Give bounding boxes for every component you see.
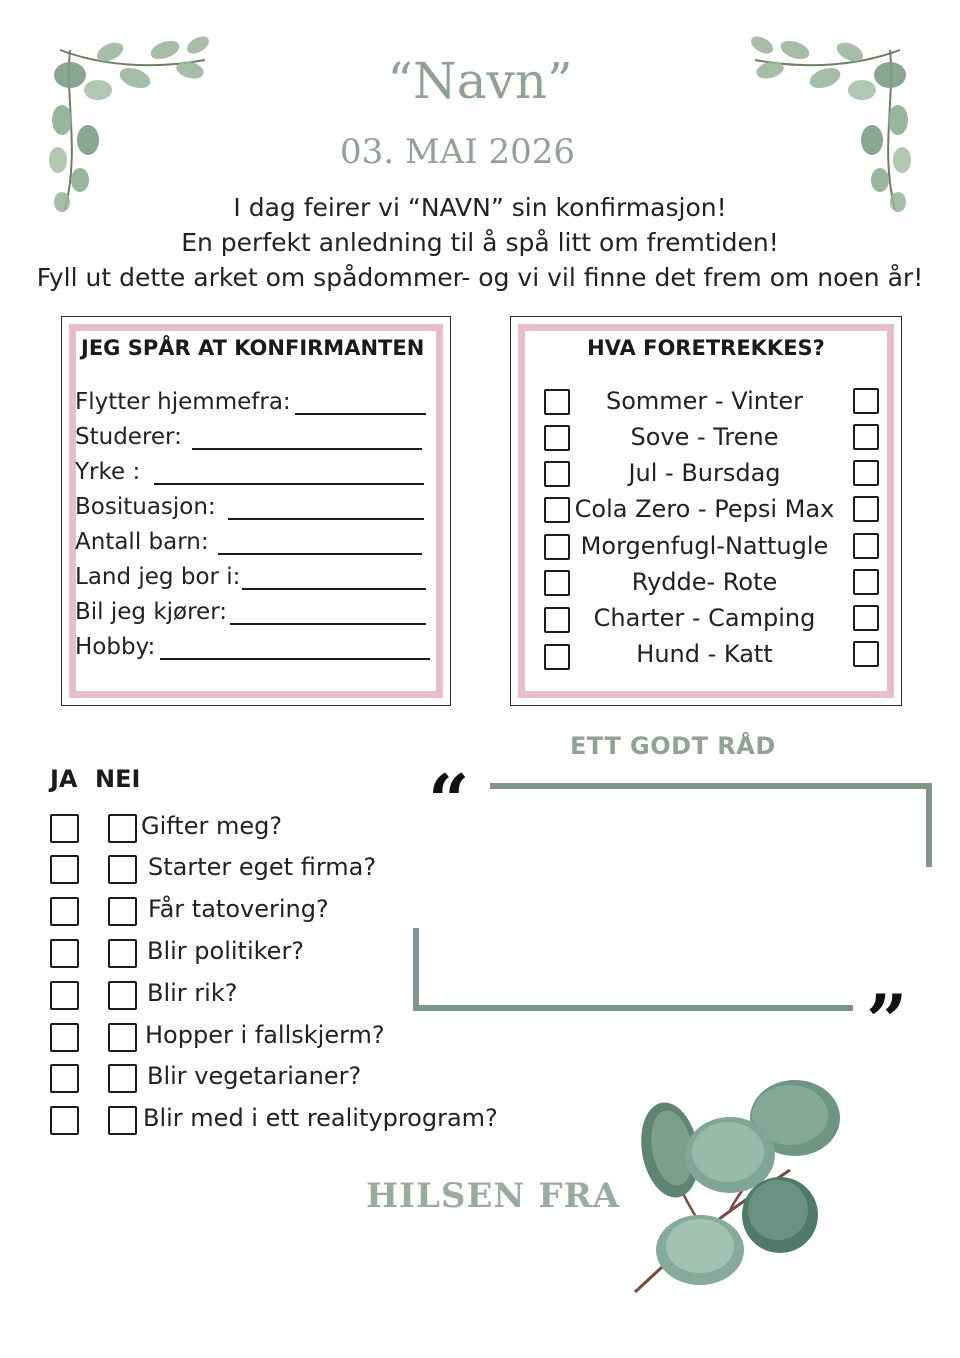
yes-checkbox[interactable]	[50, 981, 79, 1010]
prediction-label: Studerer:	[75, 424, 182, 450]
advice-frame-left	[413, 928, 419, 1011]
preferences-box	[510, 316, 902, 706]
right-option-checkbox[interactable]	[853, 605, 879, 631]
no-checkbox[interactable]	[108, 1106, 137, 1135]
prediction-label: Yrke :	[75, 459, 141, 485]
answer-line[interactable]	[160, 658, 430, 660]
preferences-heading: HVA FORETREKKES?	[587, 336, 825, 360]
advice-frame-bottom	[413, 1005, 853, 1011]
question-label: Blir vegetarianer?	[147, 1062, 362, 1090]
prediction-label: Bil jeg kjører:	[75, 599, 228, 625]
open-quote-icon: “	[428, 758, 470, 843]
answer-line[interactable]	[192, 448, 422, 450]
answer-line[interactable]	[242, 588, 426, 590]
preference-label: Sommer - Vinter	[605, 387, 804, 415]
right-option-checkbox[interactable]	[853, 533, 879, 559]
prediction-label: Land jeg bor i:	[75, 564, 241, 590]
predictions-heading: JEG SPÅR AT KONFIRMANTEN	[81, 336, 425, 360]
no-checkbox[interactable]	[108, 855, 137, 884]
no-checkbox[interactable]	[108, 1064, 137, 1093]
preference-label: Rydde- Rote	[631, 568, 778, 596]
prediction-label: Bosituasjon:	[75, 494, 216, 520]
no-checkbox[interactable]	[108, 1023, 137, 1052]
page-title: “Navn”	[387, 52, 573, 110]
event-date: 03. MAI 2026	[339, 132, 575, 172]
right-option-checkbox[interactable]	[853, 424, 879, 450]
no-checkbox[interactable]	[108, 814, 137, 843]
prediction-label: Hobby:	[75, 634, 156, 660]
preference-label: Jul - Bursdag	[628, 459, 781, 487]
right-option-checkbox[interactable]	[853, 388, 879, 414]
preference-label: Morgenfugl-Nattugle	[580, 532, 829, 560]
question-label: Blir med i ett realityprogram?	[143, 1104, 498, 1132]
no-checkbox[interactable]	[108, 939, 137, 968]
preference-label: Charter - Camping	[593, 604, 816, 632]
advice-writing-area[interactable]	[430, 800, 910, 995]
question-label: Får tatovering?	[148, 895, 329, 923]
yes-checkbox[interactable]	[50, 1106, 79, 1135]
close-quote-icon: ”	[866, 978, 908, 1063]
advice-frame-top	[490, 783, 932, 789]
yes-checkbox[interactable]	[50, 939, 79, 968]
question-label: Gifter meg?	[141, 812, 283, 840]
preference-label: Sove - Trene	[630, 423, 779, 451]
preference-label: Cola Zero - Pepsi Max	[574, 495, 835, 523]
preference-label: Hund - Katt	[636, 640, 773, 668]
yes-checkbox[interactable]	[50, 897, 79, 926]
intro-text	[0, 190, 960, 295]
answer-line[interactable]	[154, 483, 424, 485]
advice-heading: ETT GODT RÅD	[570, 732, 776, 760]
yes-column-heading: JA	[50, 765, 78, 793]
right-option-checkbox[interactable]	[853, 641, 879, 667]
question-label: Hopper i fallskjerm?	[145, 1021, 385, 1049]
question-label: Blir politiker?	[147, 937, 305, 965]
yes-checkbox[interactable]	[50, 814, 79, 843]
prediction-label: Antall barn:	[75, 529, 209, 555]
right-option-checkbox[interactable]	[853, 460, 879, 486]
prediction-label: Flytter hjemmefra:	[75, 389, 291, 415]
answer-line[interactable]	[230, 623, 426, 625]
answer-line[interactable]	[295, 413, 426, 415]
right-option-checkbox[interactable]	[853, 569, 879, 595]
advice-frame-right	[926, 783, 932, 867]
answer-line[interactable]	[228, 518, 424, 520]
intro-line: Fyll ut dette arket om spådommer- og vi vil finne det frem om noen år!	[36, 263, 924, 292]
answer-line[interactable]	[218, 553, 422, 555]
predictions-box	[61, 316, 451, 706]
yes-checkbox[interactable]	[50, 1023, 79, 1052]
question-label: Blir rik?	[147, 979, 238, 1007]
right-option-checkbox[interactable]	[853, 496, 879, 522]
no-checkbox[interactable]	[108, 981, 137, 1010]
intro-line: I dag feirer vi “NAVN” sin konfirmasjon!	[233, 193, 727, 222]
no-checkbox[interactable]	[108, 897, 137, 926]
question-label: Starter eget firma?	[148, 853, 377, 881]
no-column-heading: NEI	[95, 765, 141, 793]
yes-checkbox[interactable]	[50, 1064, 79, 1093]
yes-checkbox[interactable]	[50, 855, 79, 884]
eucalyptus-leaves-icon	[620, 1070, 860, 1300]
greeting-text: HILSEN FRA	[366, 1176, 621, 1216]
intro-line: En perfekt anledning til å spå litt om fremtiden!	[181, 228, 779, 257]
